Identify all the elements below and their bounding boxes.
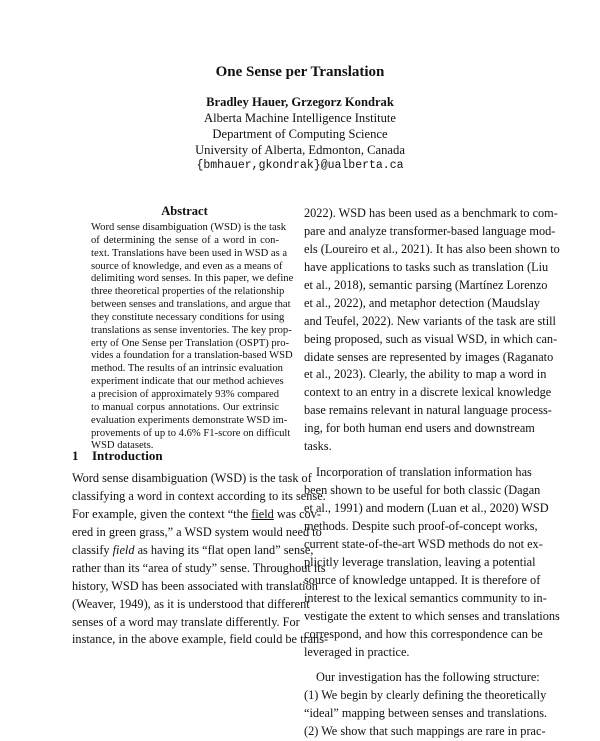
text-line: Our investigation has the following structure: xyxy=(316,670,540,685)
text-line: (2) We show that such mappings are rare in prac- xyxy=(304,724,546,739)
text-line: text. Translations have been used in WSD as a xyxy=(91,247,288,259)
text-line: (1) We begin by clearly defining the theoretically xyxy=(304,688,547,703)
text-line: translations as sense inventories. The key prop- xyxy=(91,324,292,336)
text-line: rather than its “area of study” sense. Throughout its xyxy=(72,560,326,575)
text-line: they constitute necessary conditions for using xyxy=(91,311,285,323)
text-line: (Weaver, 1949), as it is understood that different xyxy=(72,596,310,611)
right-column-body xyxy=(304,205,560,741)
text-line: of determining the sense of a word in con- xyxy=(91,234,279,246)
text-line: classify field as having its “flat open land” sense, xyxy=(72,542,314,557)
text-line: Word sense disambiguation (WSD) is the task of xyxy=(72,471,312,485)
text-line: ered in green grass,” a WSD system would need to xyxy=(72,524,322,539)
text-line: 2022). WSD has been used as a benchmark to com- xyxy=(304,206,558,220)
section-title: Introduction xyxy=(92,448,163,463)
text-line: provements of up to 4.6% F1-score on difficult xyxy=(91,427,291,439)
affiliation: University of Alberta, Edmonton, Canada xyxy=(195,143,405,157)
text-line: For example, given the context “the field was cov- xyxy=(72,506,321,521)
text-line: method. The results of an intrinsic evaluation xyxy=(91,363,283,375)
text-line: experiment indicate that our method achieves xyxy=(91,376,284,388)
text-line: leveraged in practice. xyxy=(304,644,410,659)
text-line: els (Loureiro et al., 2021). It has also been shown to xyxy=(304,241,560,256)
text-line: delimiting word senses. In this paper, we define xyxy=(91,273,294,285)
text-line: Word sense disambiguation (WSD) is the task xyxy=(91,222,287,233)
text-line: vestigate the extent to which senses and translations xyxy=(304,608,560,623)
author-email: {bmhauer,gkondrak}@ualberta.ca xyxy=(196,159,404,172)
affiliation: Alberta Machine Intelligence Institute xyxy=(204,111,396,125)
text-line: history, WSD has been associated with translation xyxy=(72,578,318,593)
introduction-body xyxy=(72,470,329,649)
text-line: evaluation experiments demonstrate WSD im- xyxy=(91,414,288,426)
text-line: “ideal” mapping between senses and translations. xyxy=(304,706,548,721)
text-line: et al., 2018), semantic parsing (Martínez Lorenzo xyxy=(304,277,548,292)
text-line: pare and analyze transformer-based language mod- xyxy=(304,223,556,238)
text-line: et al., 2022), and metaphor detection (Maudslay xyxy=(304,295,540,310)
text-line: et al., 2023). Clearly, the ability to map a word in xyxy=(304,367,547,382)
text-line: senses of a word may translate differently. For xyxy=(72,614,300,629)
text-line: and Teufel, 2022). New variants of the task are still xyxy=(304,313,556,328)
text-line: et al., 1991) and modern (Luan et al., 2020) WSD xyxy=(304,501,549,515)
text-line: methods. Despite such proof-of-concept works, xyxy=(304,518,538,533)
text-line: ing, for both human end users and downstream xyxy=(304,421,535,436)
text-line: plicitly leverage translation, leaving a potential xyxy=(304,554,536,569)
text-line: erty of One Sense per Translation (OSPT) pro- xyxy=(91,337,290,349)
text-line: tasks. xyxy=(304,439,332,454)
abstract-heading: Abstract xyxy=(161,204,208,218)
author-block xyxy=(0,94,600,174)
text-line: to manual corpus annotations. Our extrinsic xyxy=(91,401,279,413)
text-line: classifying a word in context according to its sense. xyxy=(72,488,326,503)
text-line: WSD datasets. xyxy=(91,440,154,452)
text-line: correspond, and how this correspondence can be xyxy=(304,626,543,641)
abstract-body xyxy=(91,222,294,453)
text-line: source of knowledge, and even as a means of xyxy=(91,260,283,272)
text-line: source of knowledge untapped. It is therefore of xyxy=(304,572,541,587)
section-heading-introduction xyxy=(72,448,163,464)
text-line: Incorporation of translation information has xyxy=(316,465,532,480)
paper-title: One Sense per Translation xyxy=(215,64,385,80)
author-names: Bradley Hauer, Grzegorz Kondrak xyxy=(206,95,394,109)
text-line: have applications to tasks such as translation (Liu xyxy=(304,259,549,274)
text-line: between senses and translations, and argue that xyxy=(91,299,291,311)
text-line: vides a foundation for a translation-based WSD xyxy=(91,350,293,362)
text-line: three theoretical properties of the relationship xyxy=(91,286,285,298)
text-line: instance, in the above example, field could be trans- xyxy=(72,632,329,647)
text-line: been shown to be useful for both classic (Dagan xyxy=(304,483,541,498)
text-line: base remains relevant in natural language process- xyxy=(304,403,552,418)
text-line: interest to the lexical semantics community to in- xyxy=(304,590,547,605)
text-line: current state-of-the-art WSD methods do not ex- xyxy=(304,536,543,551)
text-line: context to an entry in a discrete lexical knowledge xyxy=(304,385,552,400)
section-number: 1 xyxy=(72,448,79,463)
text-line: a precision of approximately 93% compared xyxy=(91,388,279,400)
affiliation: Department of Computing Science xyxy=(212,127,388,141)
text-line: being proposed, such as visual WSD, in which can- xyxy=(304,331,558,346)
text-line: didate senses are represented by images (Raganato xyxy=(304,349,554,364)
